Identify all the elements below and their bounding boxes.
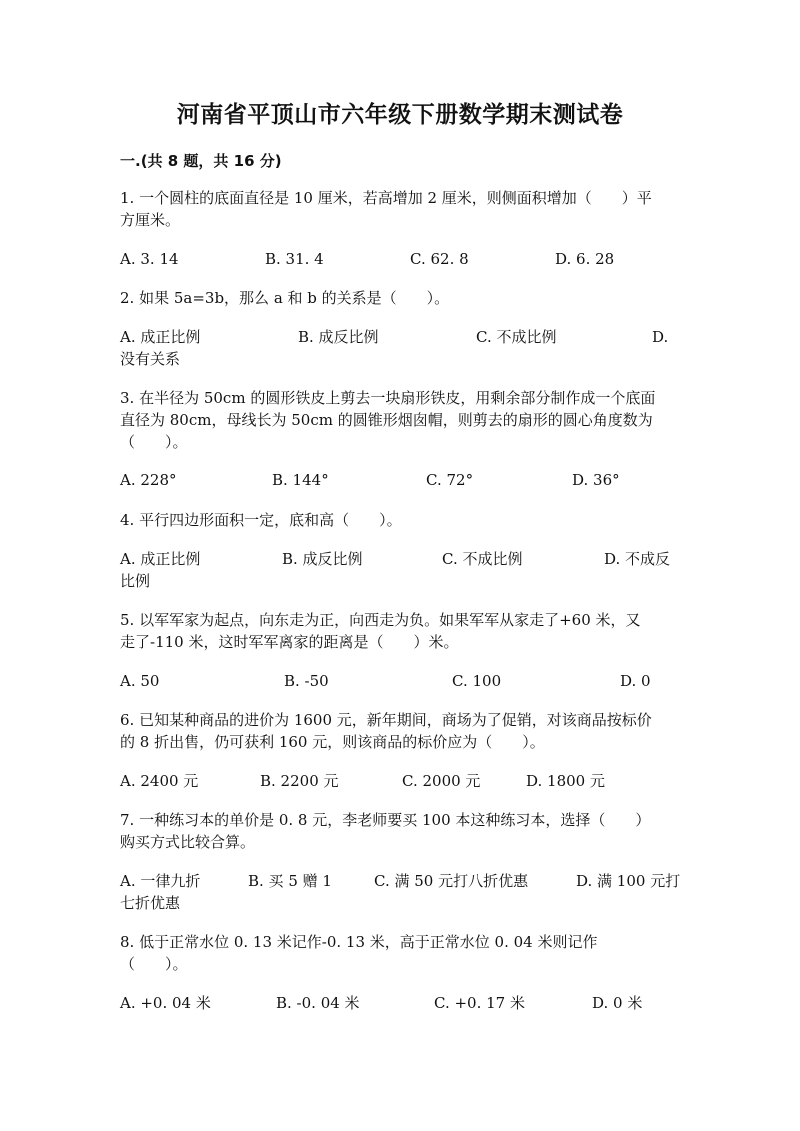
question-2-options — [120, 326, 680, 370]
question-text-line: 的 8 折出售，仍可获利 160 元，则该商品的标价应为（ ）。 — [120, 733, 545, 751]
option-d-continued: 比例 — [120, 572, 151, 590]
option-b[interactable]: B. -50 — [284, 672, 329, 690]
question-4-options — [120, 548, 680, 592]
option-c[interactable]: C. 不成比例 — [442, 550, 523, 568]
question-7 — [120, 809, 680, 853]
option-a[interactable]: A. 228° — [120, 471, 177, 489]
option-b[interactable]: B. 31. 4 — [265, 250, 324, 268]
option-a[interactable]: A. 3. 14 — [120, 250, 179, 268]
option-d-continued: 没有关系 — [120, 350, 181, 368]
question-2 — [120, 287, 680, 309]
option-a[interactable]: A. 一律九折 — [120, 872, 201, 890]
option-b[interactable]: B. 成反比例 — [282, 550, 363, 568]
question-text-line: 3. 在半径为 50cm 的圆形铁皮上剪去一块扇形铁皮，用剩余部分制作成一个底面 — [120, 389, 656, 407]
question-5 — [120, 609, 680, 653]
option-c[interactable]: C. 2000 元 — [402, 772, 481, 790]
question-text-line: 1. 一个圆柱的底面直径是 10 厘米，若高增加 2 厘米，则侧面积增加（ ）平 — [120, 189, 652, 207]
option-b[interactable]: B. 买 5 赠 1 — [248, 872, 332, 890]
option-a[interactable]: A. 50 — [120, 672, 160, 690]
option-b[interactable]: B. -0. 04 米 — [276, 994, 360, 1012]
question-text-line: 4. 平行四边形面积一定，底和高（ ）。 — [120, 511, 402, 529]
question-8-options — [120, 992, 680, 1036]
option-b[interactable]: B. 成反比例 — [298, 328, 379, 346]
question-text-line: 5. 以军军家为起点，向东走为正，向西走为负。如果军军从家走了+60 米，又 — [120, 611, 641, 629]
question-text-line: 7. 一种练习本的单价是 0. 8 元，李老师要买 100 本这种练习本，选择（ ） — [120, 811, 651, 829]
option-b[interactable]: B. 144° — [272, 471, 329, 489]
page-title: 河南省平顶山市六年级下册数学期末测试卷 — [176, 102, 624, 128]
question-text-line: 走了-110 米，这时军军离家的距离是（ ）米。 — [120, 633, 459, 651]
question-text-line: 2. 如果 5a=3b，那么 a 和 b 的关系是（ ）。 — [120, 289, 450, 307]
option-a[interactable]: A. +0. 04 米 — [120, 994, 211, 1012]
option-d[interactable]: D. 不成反 — [604, 550, 671, 568]
option-d[interactable]: D. 0 — [620, 672, 651, 690]
option-c[interactable]: C. 满 50 元打八折优惠 — [374, 872, 529, 890]
option-b[interactable]: B. 2200 元 — [260, 772, 339, 790]
option-d[interactable]: D. 1800 元 — [526, 772, 605, 790]
option-c[interactable]: C. 62. 8 — [410, 250, 469, 268]
option-d[interactable]: D. 满 100 元打 — [576, 872, 681, 890]
question-3 — [120, 387, 680, 453]
option-a[interactable]: A. 成正比例 — [120, 550, 201, 568]
option-d[interactable]: D. 0 米 — [592, 994, 643, 1012]
question-text-line: 直径为 80cm，母线长为 50cm 的圆锥形烟囱帽，则剪去的扇形的圆心角度数为 — [120, 411, 653, 429]
option-c[interactable]: C. 不成比例 — [476, 328, 557, 346]
option-c[interactable]: C. 72° — [426, 471, 474, 489]
question-6-options — [120, 770, 680, 814]
option-a[interactable]: A. 2400 元 — [120, 772, 199, 790]
question-text-line: 8. 低于正常水位 0. 13 米记作-0. 13 米，高于正常水位 0. 04 米则记作 — [120, 933, 598, 951]
question-7-options — [120, 870, 680, 914]
option-c[interactable]: C. +0. 17 米 — [434, 994, 525, 1012]
section-heading: 一.(共 8 题，共 16 分) — [120, 152, 282, 170]
option-d[interactable]: D. — [652, 328, 669, 346]
question-text-line: （ ）。 — [120, 433, 188, 451]
option-d[interactable]: D. 6. 28 — [555, 250, 615, 268]
question-8 — [120, 931, 680, 975]
question-1 — [120, 187, 680, 231]
question-6 — [120, 709, 680, 753]
question-text-line: 6. 已知某种商品的进价为 1600 元，新年期间，商场为了促销，对该商品按标价 — [120, 711, 652, 729]
question-4 — [120, 509, 680, 531]
option-d[interactable]: D. 36° — [572, 471, 620, 489]
question-text-line: （ ）。 — [120, 955, 188, 973]
question-1-options — [120, 248, 680, 292]
question-text-line: 购买方式比较合算。 — [120, 833, 256, 851]
option-a[interactable]: A. 成正比例 — [120, 328, 201, 346]
option-c[interactable]: C. 100 — [452, 672, 502, 690]
question-5-options — [120, 670, 680, 714]
question-text-line: 方厘米。 — [120, 211, 181, 229]
question-3-options — [120, 469, 680, 513]
option-d-continued: 七折优惠 — [120, 894, 181, 912]
